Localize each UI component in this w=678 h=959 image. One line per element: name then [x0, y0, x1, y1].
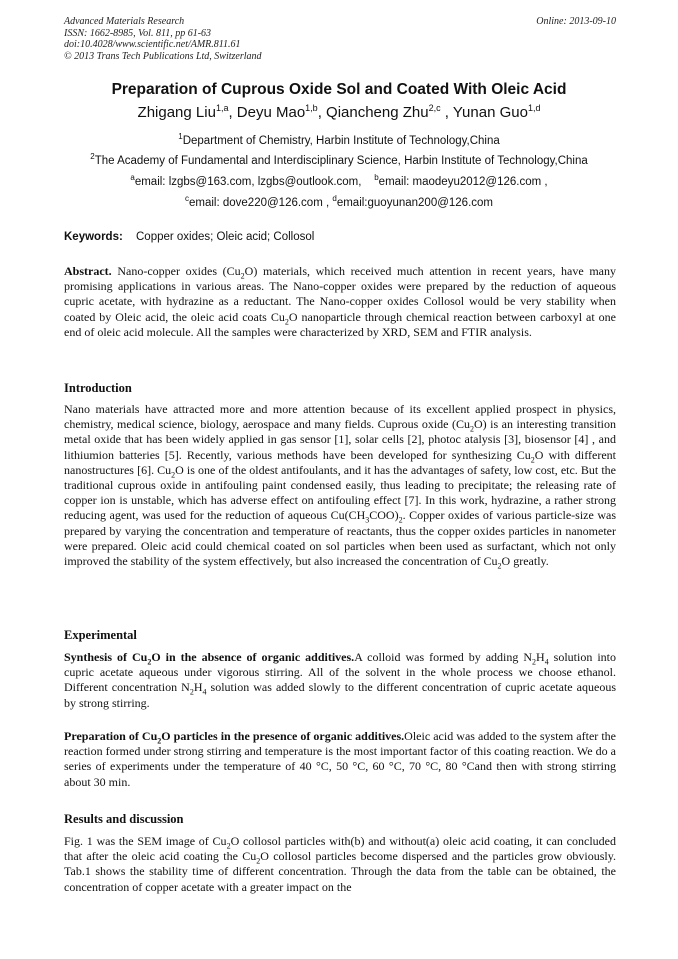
keywords	[64, 231, 616, 243]
experimental-paragraph-2: Preparation of $Cu_2O$ particles in the presence of organic additives.Oleic acid was added to the system after the reaction formed under strong stirring and temperature is the most important factor of this coating reaction. We do a series of experiments under the temperature of 40 °C, 50 °C, 60 °C, 70 °C, 80 °Cand then with strong stirring about 30 min.	[64, 729, 616, 789]
copyright: © 2013 Trans Tech Publications Ltd, Switzerland	[64, 50, 262, 62]
affiliation-text: The Academy of Fundamental and Interdisciplinary Science, Harbin Institute of Technology,China	[94, 154, 588, 167]
email-mark: d	[332, 194, 337, 203]
author-list: Zhigang Liu$^{1,a}$, Deyu Mao$^{1,b}$, Qiancheng Zhu$^{2,c}$ , Yunan Guo$^{1,d}$	[137, 103, 541, 121]
email-mark: b	[374, 173, 379, 182]
email-text: email: maodeyu2012@126.com ,	[378, 175, 548, 188]
email-text: email: dove220@126.com ,	[189, 196, 330, 209]
abstract-label: Abstract.	[64, 264, 112, 278]
section-heading-experimental: Experimental	[64, 628, 137, 642]
paper-title: Preparation of Cuprous Oxide Sol and Coated With Oleic Acid	[111, 81, 567, 98]
experimental-paragraph-1: Synthesis of $Cu_2O$ in the absence of organic additives.A colloid was formed by adding $N_2H_4$ solution into cupric acetate aqueous under vigorous stirring. All of the solvent in the whole process we choose ethanol. Different concentration $N_2H_4$ solution was added slowly to the different concentration of cupric acetate aqueous by strong stirring.	[64, 650, 617, 710]
section-heading-results: Results and discussion	[64, 812, 184, 826]
keywords-text: Copper oxides; Oleic acid; Collosol	[136, 231, 315, 243]
author-name: Yunan Guo	[452, 104, 528, 121]
doi: doi:10.4028/www.scientific.net/AMR.811.61	[64, 39, 241, 50]
results-paragraph: Fig. 1 was the SEM image of $Cu_2O$ collosol particles with(b) and without(a) oleic acid coating, it can concluded that after the oleic acid coating the $Cu_2O$ collosol particles become dispersed and the particles grow obviously. Tab.1 shows the stability time of different concentration. Through the data from the table can be obtained, the concentration of copper acetate with a greater impact on the	[64, 834, 616, 894]
journal-header	[64, 16, 616, 62]
email-text: email:guoyunan200@126.com	[336, 196, 493, 209]
email-mark: a	[130, 173, 135, 182]
affiliation-text: Department of Chemistry, Harbin Institute of Technology,China	[182, 134, 500, 147]
author-name: Deyu Mao	[236, 104, 306, 121]
abstract: Abstract. Nano-copper oxides $(Cu_2O)$ materials, which received much attention in recent years, have many promising applications in various areas. The Nano-copper oxides were prepared by the reduction of aqueous cupric acetate, with hydrazine as a reductant. The Nano-copper oxides Collosol would be very stability when coated by Oleic acid, the oleic acid coats $Cu_2O$ nanoparticle through chemical reaction between carboxyl at one end of oleic acid molecule. All the samples were characterized by XRD, SEM and FTIR analysis.	[64, 264, 617, 339]
author-mark: 1,b	[305, 103, 318, 113]
affiliation-mark: 2	[90, 152, 95, 161]
affiliation-mark: 1	[178, 132, 183, 141]
author-mark: 1,d	[527, 103, 541, 113]
author-name: Qiancheng Zhu	[326, 104, 429, 121]
issn: ISSN: 1662-8985, Vol. 811, pp 61-63	[64, 27, 212, 39]
author-name: Zhigang Liu	[137, 104, 216, 121]
affiliation-1	[0, 132, 678, 147]
journal-name: Advanced Materials Research	[64, 16, 185, 27]
keywords-label: Keywords:	[64, 231, 123, 243]
email-line-1	[0, 173, 678, 188]
email-line-2	[0, 194, 678, 209]
online-date: Online: 2013-09-10	[536, 16, 616, 27]
email-mark: c	[185, 194, 189, 203]
author-mark: 1,a	[215, 103, 229, 113]
email-text: email: lzgbs@163.com, lzgbs@outlook.com,	[134, 175, 362, 188]
affiliation-2	[0, 152, 678, 167]
introduction-paragraph: Nano materials have attracted more and more attention because of its excellent applied prospect in physics, chemistry, medical science, biology, aerospace and many fields. Cuprous oxide $(Cu_2O)$ is an interesting transition metal oxide that has been widely applied in gas sensor [1], solar cells [2], photoc atalysis [3], biosensor [4] , and lithiumion batteries [5]. Recently, various methods have been developed for synthesizing $Cu_2O$ with different nanostructures [6]. $Cu_2O$ is one of the oldest antifoulants, and it has the advantages of safety, low cost, etc. But the traditional cuprous oxide in antifouling paint condensed easily, thus leading to precipitate; the releasing rate of copper ion is unstable, which has adverse effect on antifouling effect [7]. In this work, hydrazine, a rather strong reducing agent, was used for the reduction of aqueous $Cu(CH_3COO)_2$. Copper oxides of various particle-size was prepared by varying the concentration and temperature of reactants, thus the copper oxides particles in nanometer were prepared. Oleic acid could chemical coated on sol particles when been used as surfactant, which not only improved the stability of the system effectively, but also increased the concentration of $Cu_2O$ greatly.	[64, 402, 616, 571]
author-mark: 2,c	[428, 103, 441, 113]
section-heading-introduction: Introduction	[64, 381, 132, 395]
